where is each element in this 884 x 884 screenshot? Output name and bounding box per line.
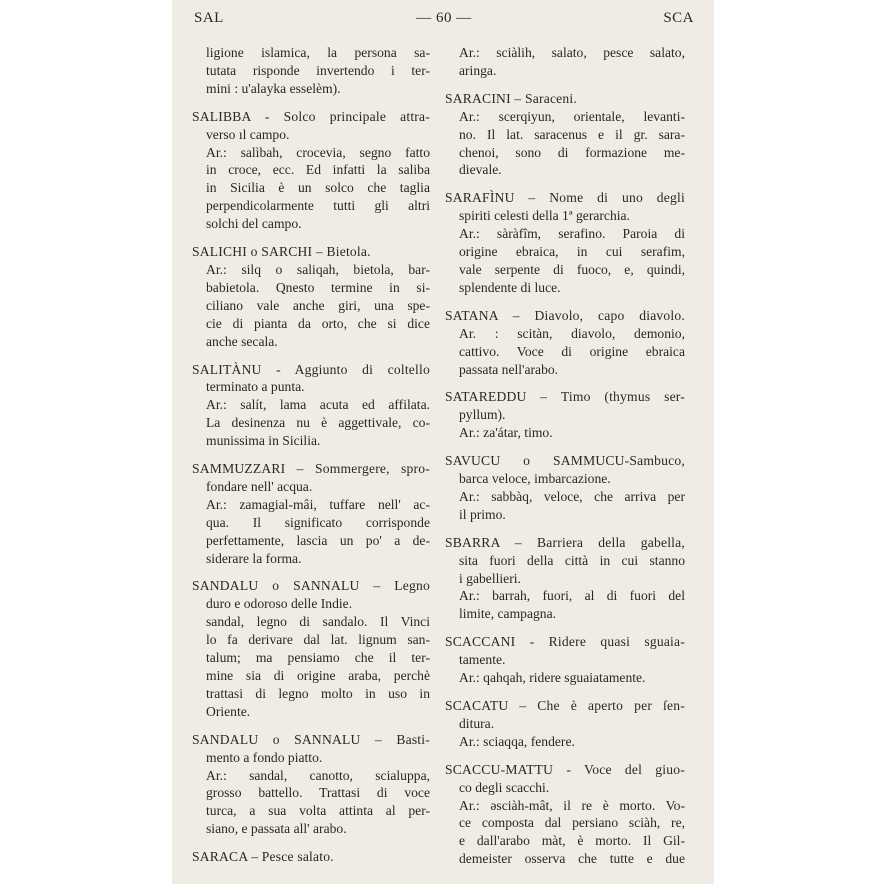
text-line: tamente. [459, 652, 506, 668]
text-line: terminato a punta. [206, 379, 305, 395]
text-line: ditura. [459, 715, 495, 731]
text-line: limite, campagna. [459, 606, 557, 622]
left-column [192, 44, 430, 876]
text-line: duro e odoroso delle Indie. [206, 596, 353, 612]
text-line: Ar.: sciaqqa, fendere. [459, 733, 575, 749]
running-head-left: SAL [194, 10, 224, 26]
entry-continuation [192, 44, 430, 98]
headword-line: SALITÀNU - Aggiunto di coltello [192, 361, 430, 377]
text-line: Ar.: barrah, fuori, al di fuori del [459, 588, 685, 604]
text-line: qua. Il significato corrisponde [206, 514, 430, 530]
entry-sammuzzari [192, 460, 430, 567]
entry-scacatu [445, 697, 685, 751]
text-line: Ar.: sciàlih, salato, pesce salato, [459, 45, 685, 60]
text-line: lo fa derivare dal lat. lignum san- [206, 632, 430, 648]
entry-salibba [192, 108, 430, 233]
entry-satana [445, 307, 685, 379]
text-line: ce composta dal persiano sciàh, re, [459, 815, 685, 831]
text-line: Ar.: silq o saliqah, bietola, bar- [206, 261, 430, 277]
entry-saraca-continuation [445, 44, 685, 80]
entry-satareddu [445, 388, 685, 442]
text-line: siano, e passata all' arabo. [206, 821, 347, 837]
text-line: Oriente. [206, 703, 251, 719]
text-line: perpendicolarmente tutti gli altri [206, 198, 430, 214]
text-line: dievale. [459, 162, 502, 178]
text-line: ciliano vale anche giri, una spe- [206, 297, 430, 313]
text-line: pyllum). [459, 407, 506, 423]
text-line: siderare la forma. [206, 550, 302, 566]
entry-sandalu-bastimento [192, 731, 430, 838]
entry-salitanu [192, 361, 430, 451]
headword-line: SCACATU – Che è aperto per ſen- [445, 698, 685, 713]
entry-sbarra [445, 534, 685, 624]
text-line: munissima in Sicilia. [206, 433, 321, 449]
headword-line: SAMMUZZARI – Sommergere, spro- [192, 461, 430, 477]
text-line: mine sia di origine araba, perchè [206, 668, 430, 683]
text-line: ligione islamica, la persona sa- [206, 45, 430, 60]
headword-line: SALICHI o SARCHI – Bietola. [192, 244, 371, 260]
text-line: chenoi, sono di formazione me- [459, 144, 685, 160]
headword-line: SALIBBA - Solco principale attra- [192, 108, 430, 124]
page-number: — 60 — [416, 10, 472, 26]
text-line: fondare nell' acqua. [206, 478, 313, 494]
text-line: babietola. Qnesto termine in si- [206, 279, 430, 295]
text-line: turca, a sua volta attinta al per- [206, 803, 430, 819]
text-line: tutata risponde invertendo i ter- [206, 62, 430, 78]
entry-saraca [192, 848, 430, 866]
text-line: solchi del campo. [206, 216, 302, 232]
headword-line: SATANA – Diavolo, capo diavolo. [445, 307, 685, 323]
text-line: vale serpente di fuoco, e, quindi, [459, 261, 685, 277]
text-line: splendente di luce. [459, 279, 561, 295]
right-column [445, 44, 685, 878]
text-line: verso ıl campo. [206, 126, 290, 142]
headword-line: SARACINI – Saraceni. [445, 90, 577, 106]
running-head [194, 10, 694, 30]
text-line: talum; ma pensiamo che il ter- [206, 650, 430, 666]
text-line: mini : u'alayka esselèm). [206, 80, 341, 96]
text-line: barca veloce, imbarcazione. [459, 471, 611, 487]
text-line: La desinenza nu è aggettivale, co- [206, 415, 430, 431]
text-line: Ar.: zamagial-mâi, tuffare nell' ac- [206, 496, 430, 512]
headword-line: SARAFÌNU – Nome di uno degli [445, 190, 685, 206]
running-head-right: SCA [663, 10, 694, 26]
text-line: Ar.: sàràfîm, serafino. Paroia di [459, 226, 685, 242]
entry-salichi [192, 243, 430, 350]
headword-line: SBARRA – Barriera della gabella, [445, 534, 685, 550]
text-line: Ar.: salìbah, crocevia, segno fatto [206, 144, 430, 160]
text-line: Ar.: za'átar, timo. [459, 425, 553, 441]
headword-line: SAVUCU o SAMMUCU-Sambuco, [445, 453, 685, 469]
entry-sandalu-legno [192, 577, 430, 720]
headword-line: SCACCU-MATTU - Voce del giuo- [445, 761, 685, 777]
entry-savucu [445, 452, 685, 524]
headword-line: SANDALU o SANNALU – Basti- [192, 731, 430, 747]
text-line: spiriti celesti della 1ª gerarchia. [459, 208, 630, 224]
text-line: perfettamente, lascia un po' a de- [206, 532, 430, 548]
text-line: mento a fondo piatto. [206, 749, 323, 765]
text-line: sandal, legno di sandalo. Il Vinci [206, 614, 430, 630]
text-line: Ar.: sandal, canotto, scialuppa, [206, 767, 430, 783]
text-line: Ar.: qahqah, ridere sguaiatamente. [459, 670, 646, 686]
book-page [172, 0, 714, 884]
text-line: cattivo. Voce di origine ebraica [459, 343, 685, 359]
text-line: no. Il lat. saracenus e il gr. sara- [459, 126, 685, 142]
text-line: co degli scacchi. [459, 779, 550, 795]
entry-sarafinu [445, 189, 685, 296]
text-line: e dall'arabo màt, è morto. Il Gil- [459, 833, 685, 849]
headword-line: SANDALU o SANNALU – Legno [192, 578, 430, 594]
headword-line: SCACCANI - Ridere quasi sguaia- [445, 634, 685, 650]
text-line: demeister osserva che tutte e due [459, 851, 685, 867]
headword-line: SATAREDDU – Timo (thymus ser- [445, 389, 685, 405]
text-line: passata nell'arabo. [459, 361, 559, 377]
text-line: il primo. [459, 506, 506, 522]
entry-saracini [445, 90, 685, 180]
text-line: i gabellieri. [459, 570, 521, 586]
text-line: Ar.: sabbàq, veloce, che arriva per [459, 488, 685, 504]
text-line: anche secala. [206, 333, 278, 349]
text-line: in Sicilia è un solco che taglia [206, 180, 430, 196]
text-line: sita fuori della città in cui stanno [459, 552, 685, 568]
text-line: origine ebraica, in cui serafim, [459, 244, 685, 260]
text-line: trattasi di legno molto in uso in [206, 685, 430, 701]
text-line: cie di pianta da orto, che si dice [206, 315, 430, 331]
text-line: aringa. [459, 62, 497, 78]
text-line: grosso battello. Trattasi di voce [206, 785, 430, 801]
entry-scaccani [445, 633, 685, 687]
text-line: Ar.: əsciàh-mât, il re è morto. Vo- [459, 797, 685, 813]
text-line: Ar.: scerqiyun, orientale, levanti- [459, 108, 685, 124]
entry-scaccu-mattu [445, 761, 685, 868]
text-line: Ar. : scitàn, diavolo, demonio, [459, 325, 685, 341]
headword-line: SARACA – Pesce salato. [192, 849, 334, 865]
text-line: Ar.: salít, lama acuta ed affilata. [206, 397, 430, 413]
text-line: in croce, ecc. Ed infatti la saliba [206, 162, 430, 178]
